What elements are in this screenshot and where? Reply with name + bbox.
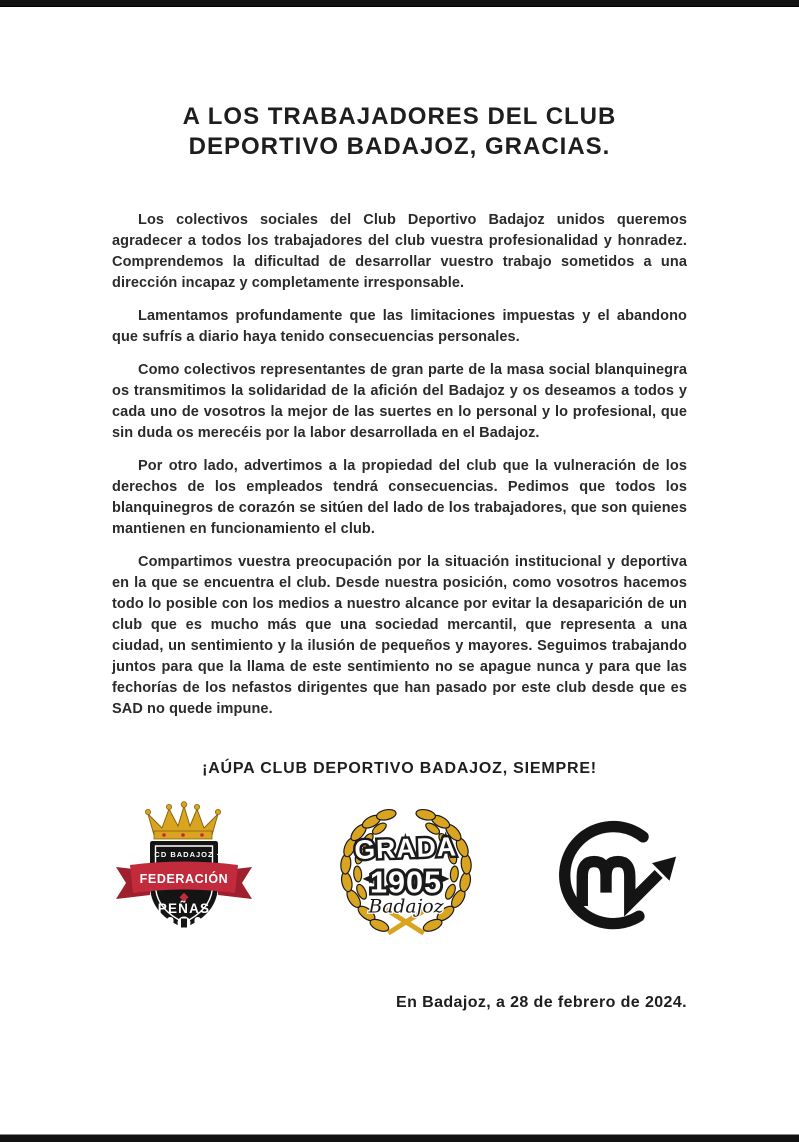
page-title [60,102,739,162]
paragraph-1: Los colectivos sociales del Club Deportivo Badajoz unidos queremos agradecer a todos los trabajadores del club vuestra profesionalidad y honradez. Comprendemos la dificultad de desarrollar vuestro trabajo sometidos a una dirección incapaz y completamente irresponsable. [112,212,687,291]
penas-federation-crest-icon [108,801,260,947]
grada-1905-logo [332,803,480,950]
grada-city-label: Badajoz [367,895,444,917]
paragraph-5: Compartimos vuestra preocupación por la situación institucional y deportiva en la que se encuentra el club. Desde nuestra posición, como vosotros hacemos todo lo posible con los medios a nuestro alcance por evitar la desaparición de un club que es mucho más que una sociedad mercantil, que representa a una ciudad, un sentimiento y la ilusión de pequeños y mayores. Seguimos trabajando juntos para que la llama de este sentimiento no se apague nunca y para que las fechorías de los nefastos dirigentes que han pasado por este club desde que es SAD no quede impune. [112,554,687,717]
crest-bottom-emblem-icon [167,916,201,937]
page-title-line2: DEPORTIVO BADAJOZ, GRACIAS. [188,133,611,160]
paragraph-4: Por otro lado, advertimos a la propiedad del club que la vulneración de los derechos de los empleados tendrá consecuencias. Pedimos que todos los blanquinegros de corazón se sitúen del lado de los trabajadores, que son quienes mantienen en funcionamiento el club. [112,458,687,537]
date-line: En Badajoz, a 28 de febrero de 2024. [396,994,687,1011]
grada-1905-wreath-icon [332,803,480,945]
letter-page [0,7,799,1134]
letter-body [112,210,687,720]
bottom-black-bar [0,1134,799,1142]
monogram-arrow-logo [551,810,691,943]
crown-icon [145,801,220,838]
crest-ribbon-label: FEDERACIÓN [139,871,229,886]
crest-club-label: · CD BADAJOZ · [147,849,221,859]
grada-year-label: 1905 [369,865,442,900]
grada-word-label: GRADA [353,830,457,865]
logos-row [108,802,691,950]
closing-slogan: ¡AÚPA CLUB DEPORTIVO BADAJOZ, SIEMPRE! [202,760,597,777]
paragraph-3: Como colectivos representantes de gran parte de la masa social blanquinegra os transmitimos la solidaridad de la afición del Badajoz y os deseamos a todos y cada uno de vosotros la mejor de las suertes en lo personal y lo profesional, que sin duda os merecéis por la labor desarrollada en el Badajoz. [112,362,687,441]
page-title-line1: A LOS TRABAJADORES DEL CLUB [182,103,617,130]
crest-name-label: PEÑAS [157,900,211,916]
monogram-arrow-icon [551,810,691,938]
penas-federation-logo [108,801,260,952]
top-black-bar [0,0,799,7]
paragraph-2: Lamentamos profundamente que las limitaciones impuestas y el abandono que sufrís a diario haya tenido consecuencias personales. [112,308,687,345]
